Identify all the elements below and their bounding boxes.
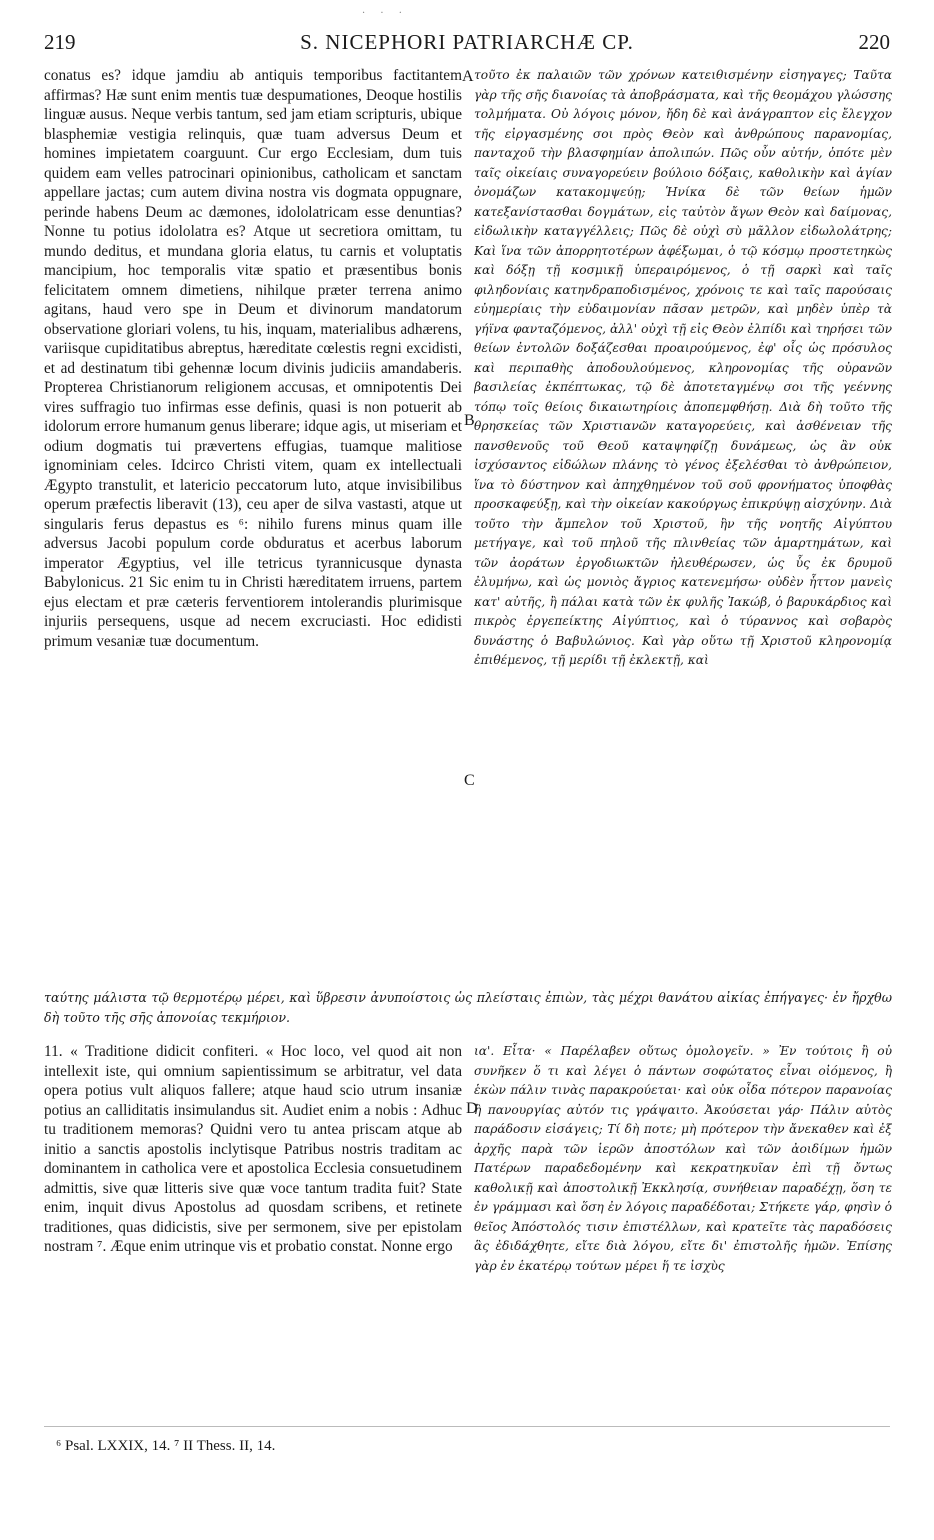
latin-column-2 [44, 1042, 462, 1408]
left-page-number: 219 [44, 30, 76, 54]
footnotes: ⁶ Psal. LXXIX, 14. ⁷ II Thess. II, 14. [56, 1438, 276, 1454]
latin-column-1 [44, 66, 462, 986]
margin-marker-d: D [466, 1100, 478, 1117]
greek-full-text: ταύτης μάλιστα τῷ θερμοτέρῳ μέρει, καὶ ὕβρεσιν ἀνυποίστοις ὡς πλείσταις ἐπιὼν, τὰς μέχρι θανάτου αἰκίας ἐπήγαγες· ἐν ἤρχθω δὴ τοῦτο τῆς σῆς ἀπονοίας τεκμήριον. [44, 990, 892, 1025]
greek-column-1 [474, 66, 892, 986]
margin-marker-a: A [462, 68, 474, 85]
latin-text-1: conatus es? idque jamdiu ab antiquis temporibus factitantem affirmas? Hæ sunt enim mentis tuæ despumationes, Deoque hostilis linguæ ausus. Neque verbis tantum, sed jam etiam scripturis, ubique blasphemiæ vestigia relinquis, quæ tuam adversus Deum et homines impietatem coarguunt. Cur ergo Ecclesiam, dum tuis quidem eam velles patrocinari opinionibus, catholicam et sanctam appellare jactas; cum autem divina nostra vis dogmata oppugnare, perinde habens Deum ac dæmones, idololatricam esse denuntias? Nonne tu potius idololatra es? Atque ut secretiora omittam, tu mundo deditus, et mundana gloria elatus, tu carnis et voluptatis mancipium, hoc temporalis vitæ spatio et præsentibus bonis felicitatem omnem dimetiens, nihilque præter terrena animo agitans, haud vero spe in Deum et divinorum mandatorum observatione gloriari volens, tu his, inquam, materialibus adhærens, variisque cupiditatibus abreptus, hæreditate cœlestis regni excidisti, et ad destinatum tibi gehennæ locum divinis judiciis amandaberis. Propterea Christianorum religionem accusas, et omnipotentis Dei vires suffragio tuo infirmas esse definis, quasi is non potuerit ab idolorum errore humanum genus liberare; idque agis, ut miseriam et odium dogmatis tui prævertens effugias, tuamque malitiose ignominiam celes. Idcirco Christi vitem, quam ex intellectuali Ægypto transtulit, et latericio peccatorum luto, atque invisibilibus operum præfectis liberavit (13), ceu aper de silva vastasti, atque ut singularis ferus depastus es ⁶: nihilo furens minus quam ille adversus Jacobi populum corde obduratus et acerbus laborum imperator Ægyptius, vel ille tetricus tyrannicusque dynasta Babylonicus. 21 Sic enim tu in Christi hæreditatem irruens, partem ejus electam et præ cæteris ferventiorem intolerandis plurimisque injuriis persequens, usque ad necem excruciasti. Hoc edidisti primum vesaniæ tuæ documentum. [44, 67, 462, 650]
greek-text-2: ια'. Εἶτα· « Παρέλαβεν οὕτως ὁμολογεῖν. » Ἐν τούτοις ἢ οὐ συνῆκεν ὅ τι καὶ λέγει ὁ πάντων σοφώτατος εἶναι οἰόμενος, ἢ ἑκὼν πάλιν τινὰς παρακρούεται· καὶ οὐκ οἶδα πότερον παρανοίας ἢ πανουργίας αὐτόν τις γράψαιτο. Ἀκούσεται γάρ· Πάλιν αὐτὸς παράδοσιν εἰσάγεις; Τί δὴ ποτε; μὴ πρότερον τὴν ἄνεκαθεν καὶ ἐξ ἀρχῆς παρὰ τῶν ἱερῶν ἀποστόλων καὶ τῶν ἀοιδίμων ἡμῶν Πατέρων παραδεδομένην καὶ κεκρατηκυῖαν ἐπὶ τῇ ὄντως καθολικῇ καὶ ἀποστολικῇ Ἐκκλησίᾳ, συνήθειαν παραδέχῃ, ὅση τε ἐν γράμμασι καὶ ὅση ἐν λόγοις παραδέδοται; Στήκετε γάρ, φησὶν ὁ θεῖος Ἀπόστολός τισιν ἐπιστέλλων, καὶ κρατεῖτε τὰς παραδόσεις ἃς ἐδιδάχθητε, εἴτε διὰ λόγου, εἴτε δι' ἐπιστολῆς ἡμῶν. Ἐπίσης γὰρ ἐν ἑκατέρῳ τούτων μέρει ἥ τε ἰσχὺς [474, 1044, 892, 1273]
right-page-number: 220 [858, 30, 890, 54]
top-dots: · · · [362, 8, 408, 19]
latin-text-2: 11. « Traditione didicit confiteri. « Hoc loco, vel quod ait non intellexit iste, qui omnium sapientissimum se arbitratur, vel data opera potius vult aliquos fallere; atque haud scio utrum insaniæ potius an calliditatis insimulandus sit. Audiet enim a nobis : Adhuc tu traditionem memoras? Quidni vero tu antea priscam atque ab initio a sanctis apostolis inclytisque Patribus nostris traditam ac dominantem in catholica vere et apostolica Ecclesia consuetudinem admittis, sive quæ litteris sive quæ voce tantum tradita fuit? State enim, inquit divus Apostolus ad quosdam scribens, et retinete traditiones, quas didicistis, sive per sermonem, sive per epistolam nostram ⁷. Æque enim utrinque vis et probatio constat. Nonne ergo [44, 1043, 462, 1255]
margin-marker-c: C [464, 772, 475, 789]
margin-marker-b: B [464, 412, 475, 429]
running-title: S. NICEPHORI PATRIARCHÆ CP. [300, 30, 634, 54]
page-header [44, 30, 890, 64]
footnote-divider [44, 1426, 890, 1427]
greek-column-2 [474, 1042, 892, 1408]
greek-full-width [44, 988, 892, 1030]
greek-text-1: τοῦτο ἐκ παλαιῶν τῶν χρόνων κατειθισμένην εἰσηγαγες; Ταῦτα γὰρ τῆς σῆς διανοίας τὰ ἀποβράσματα, καὶ τῆς θεομάχου γλώσσης τολμήματα. Οὐ λόγοις μόνον, ἤδη δὲ καὶ ἀνάγραπτον εἰς ἔλεγχον τῆς εἰργασμένης σοι πρὸς Θεὸν καὶ ἀνθρώπους παρανομίας, πανταχοῦ τὴν βλασφημίαν ἀπολιπών. Πῶς οὖν αὐτήν, ὁπότε μὲν ταῖς οἰκείαις συναγορεύειν βούλοιο δόξαις, καθολικὴν καὶ ἁγίαν ὀνομάζων κατακομψεύῃ; Ἡνίκα δὲ τῶν θείων ἡμῶν κατεξανίστασθαι δογμάτων, εἰς ταὐτὸν ἄγων Θεὸν καὶ δαίμονας, εἰδωλικὴν καταγγέλλεις; Πῶς δὲ οὐχὶ σὺ μᾶλλον εἰδωλολάτρης; Καὶ ἵνα τῶν ἀπορρητοτέρων ἀφέξωμαι, ὁ τῷ κόσμῳ προστετηκὼς καὶ δόξῃ τῇ κοσμικῇ ὑπεραιρόμενος, ὁ τῇ σαρκὶ καὶ ταῖς φιληδονίαις κατηνδραποδισμένος, χρόνοις τε καὶ ταῖς παρούσαις εὐημερίαις τὴν εὐδαιμονίαν πᾶσαν μετρῶν, καὶ μηδὲν ὑπὲρ τὰ γήϊνα φανταζόμενος, ἀλλ' οὐχὶ τῇ εἰς Θεὸν ἐλπίδι καὶ τηρήσει τῶν θείων ἐντολῶν δοξάζεσθαι προαιρούμενος, ἐφ' οἷς ὡς πρόσυλος καὶ περιπαθὴς ἀποδουλούμενος, κληρονομίας τῆς οὐρανῶν βασιλείας ἐκπέπτωκας, τῷ δὲ ἀποτεταγμένῳ σοι τῆς γεέννης τόπῳ τοῖς θείοις δικαιωτηρίοις ἀποπεμφθήσῃ. Διὰ δὴ τοῦτο τῆς θρησκείας τῶν Χριστιανῶν καταγορεύεις, καὶ ἀσθένειαν τῆς πανσθενοῦς τοῦ Θεοῦ καταψηφίζῃ δυνάμεως, ὡς ἂν οὐκ ἰσχύσαντος εἰδώλων πλάνης τὸ γένος ἐξελέσθαι τὸ ἀνθρώπειον, ἵνα τὸ δύστηνον καὶ ἀπηχθημένον τοῦ σοῦ φρονήματος ὑποφθὰς προσκαφεύξῃ, καὶ τὴν οἰκείαν κακούργως ἐπικρύψῃ αἰσχύνην. Διὰ τοῦτο τὴν ἄμπελον τοῦ Χριστοῦ, ἣν τῆς νοητῆς Αἰγύπτου μετήγαγε, καὶ τοῦ πηλοῦ τῆς πλινθείας τῶν ἁμαρτημάτων, καὶ τῶν ἀοράτων ἐργοδιωκτῶν ἠλευθέρωσεν, ὡς ὗς ἐκ δρυμοῦ ἐλυμήνω, καὶ ὡς μονιὸς ἄγριος κατενεμήσω· οὐδὲν ἧττον μανεὶς κατ' αὐτῆς, ἢ πάλαι κατὰ τῶν ἐκ φυλῆς Ἰακώβ, ὁ βαρυκάρδιος καὶ πικρὸς ἐργεπείκτης Αἰγύπτιος, καὶ ὁ τύραννος καὶ σοβαρὸς δυνάστης ὁ Βαβυλώνιος. Καὶ γὰρ οὕτω τῇ Χριστοῦ κληρονομίᾳ ἐπιθέμενος, τῇ μερίδι τῇ ἐκλεκτῇ, καὶ [474, 68, 892, 667]
